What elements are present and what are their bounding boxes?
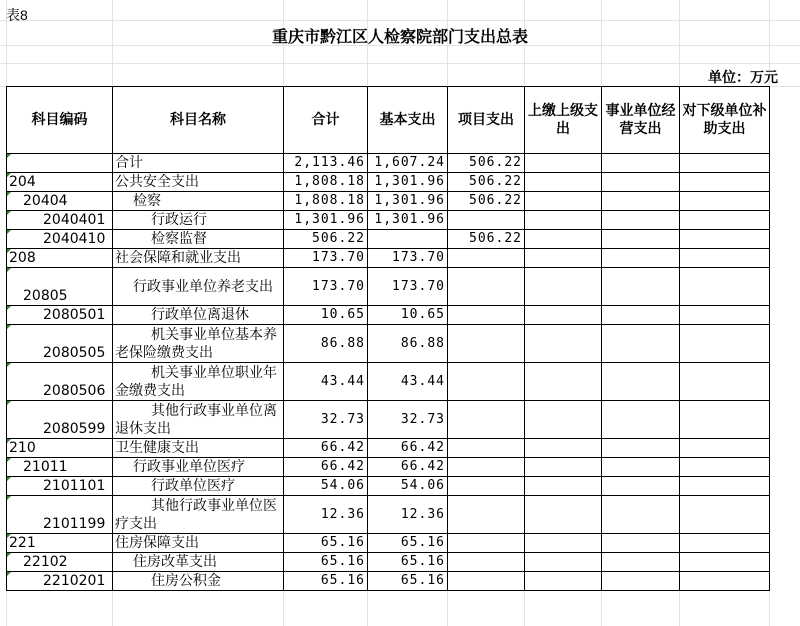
cell-code[interactable]: 2080501 <box>7 306 113 325</box>
table-row <box>7 363 770 401</box>
cell-code[interactable] <box>7 154 113 173</box>
cell-empty[interactable] <box>680 154 770 173</box>
cell-empty[interactable] <box>525 211 602 230</box>
table-row <box>7 458 770 477</box>
cell-empty[interactable] <box>680 230 770 249</box>
table-row <box>7 534 770 553</box>
cell-basic[interactable]: 66.42 <box>368 439 448 458</box>
cell-empty[interactable] <box>525 268 602 306</box>
cell-total[interactable]: 65.16 <box>284 553 368 572</box>
cell-project[interactable]: 506.22 <box>448 230 525 249</box>
header-cell-business[interactable]: 事业单位经营支出 <box>602 87 680 154</box>
cell-empty[interactable] <box>680 173 770 192</box>
table-row <box>7 553 770 572</box>
cell-empty[interactable] <box>680 458 770 477</box>
header-row <box>7 87 770 154</box>
cell-name[interactable]: 行政运行 <box>113 211 284 230</box>
cell-code[interactable]: 2040401 <box>7 211 113 230</box>
cell-project[interactable]: 506.22 <box>448 154 525 173</box>
cell-name[interactable]: 社会保障和就业支出 <box>113 249 284 268</box>
cell-name[interactable]: 机关事业单位职业年金缴费支出 <box>113 363 284 401</box>
cell-empty[interactable] <box>525 572 602 591</box>
table-row <box>7 572 770 591</box>
cell-empty[interactable] <box>602 211 680 230</box>
cell-code[interactable]: 208 <box>7 249 113 268</box>
gridline <box>0 20 800 21</box>
cell-name[interactable]: 卫生健康支出 <box>113 439 284 458</box>
cell-code[interactable]: 20404 <box>7 192 113 211</box>
cell-project[interactable] <box>448 211 525 230</box>
cell-empty[interactable] <box>602 496 680 534</box>
cell-empty[interactable] <box>602 192 680 211</box>
header-cell-remit[interactable]: 上缴上级支出 <box>525 87 602 154</box>
cell-empty[interactable] <box>525 458 602 477</box>
cell-code[interactable]: 2101199 <box>7 496 113 534</box>
cell-name[interactable]: 行政单位离退休 <box>113 306 284 325</box>
cell-basic[interactable]: 1,607.24 <box>368 154 448 173</box>
cell-empty[interactable] <box>602 363 680 401</box>
cell-basic[interactable]: 43.44 <box>368 363 448 401</box>
expenditure-table <box>6 86 770 591</box>
table-row <box>7 192 770 211</box>
cell-code[interactable]: 2080506 <box>7 363 113 401</box>
cell-empty[interactable] <box>602 572 680 591</box>
cell-name[interactable]: 其他行政事业单位离退休支出 <box>113 401 284 439</box>
cell-total[interactable]: 1,301.96 <box>284 211 368 230</box>
cell-empty[interactable] <box>525 230 602 249</box>
cell-empty[interactable] <box>680 534 770 553</box>
cell-empty[interactable] <box>525 439 602 458</box>
cell-total[interactable]: 173.70 <box>284 249 368 268</box>
cell-basic[interactable]: 12.36 <box>368 496 448 534</box>
table-row <box>7 439 770 458</box>
cell-name[interactable]: 住房公积金 <box>113 572 284 591</box>
cell-code[interactable]: 2080505 <box>7 325 113 363</box>
cell-code[interactable]: 21011 <box>7 458 113 477</box>
cell-empty[interactable] <box>525 534 602 553</box>
cell-basic[interactable]: 10.65 <box>368 306 448 325</box>
cell-total[interactable]: 506.22 <box>284 230 368 249</box>
gridline <box>0 63 800 64</box>
cell-total[interactable]: 173.70 <box>284 268 368 306</box>
unit-label[interactable]: 单位：万元 <box>708 70 778 86</box>
cell-name[interactable]: 行政单位医疗 <box>113 477 284 496</box>
cell-total[interactable]: 86.88 <box>284 325 368 363</box>
cell-project[interactable] <box>448 458 525 477</box>
cell-project[interactable] <box>448 439 525 458</box>
cell-empty[interactable] <box>602 401 680 439</box>
cell-code[interactable]: 221 <box>7 534 113 553</box>
cell-name[interactable]: 公共安全支出 <box>113 173 284 192</box>
cell-project[interactable]: 506.22 <box>448 192 525 211</box>
cell-basic[interactable]: 86.88 <box>368 325 448 363</box>
header-cell-total[interactable]: 合计 <box>284 87 368 154</box>
cell-total[interactable]: 65.16 <box>284 534 368 553</box>
cell-name[interactable]: 检察监督 <box>113 230 284 249</box>
cell-empty[interactable] <box>602 230 680 249</box>
table-row <box>7 268 770 306</box>
sheet-label[interactable]: 表8 <box>6 7 28 23</box>
cell-name[interactable]: 行政事业单位养老支出 <box>113 268 284 306</box>
cell-total[interactable]: 1,808.18 <box>284 192 368 211</box>
cell-total[interactable]: 2,113.46 <box>284 154 368 173</box>
cell-total[interactable]: 43.44 <box>284 363 368 401</box>
cell-empty[interactable] <box>602 553 680 572</box>
cell-project[interactable] <box>448 401 525 439</box>
cell-empty[interactable] <box>525 192 602 211</box>
cell-project[interactable] <box>448 268 525 306</box>
table-row <box>7 230 770 249</box>
cell-total[interactable]: 1,808.18 <box>284 173 368 192</box>
cell-project[interactable] <box>448 477 525 496</box>
cell-total[interactable]: 65.16 <box>284 572 368 591</box>
cell-code[interactable]: 2040410 <box>7 230 113 249</box>
cell-project[interactable]: 506.22 <box>448 173 525 192</box>
cell-empty[interactable] <box>525 306 602 325</box>
cell-empty[interactable] <box>602 173 680 192</box>
cell-total[interactable]: 54.06 <box>284 477 368 496</box>
cell-empty[interactable] <box>525 363 602 401</box>
cell-empty[interactable] <box>602 534 680 553</box>
cell-project[interactable] <box>448 553 525 572</box>
cell-empty[interactable] <box>602 154 680 173</box>
cell-basic[interactable]: 66.42 <box>368 458 448 477</box>
cell-empty[interactable] <box>525 173 602 192</box>
cell-total[interactable]: 32.73 <box>284 401 368 439</box>
cell-empty[interactable] <box>680 211 770 230</box>
table-row <box>7 496 770 534</box>
cell-empty[interactable] <box>680 553 770 572</box>
cell-empty[interactable] <box>525 553 602 572</box>
cell-project[interactable] <box>448 325 525 363</box>
cell-total[interactable]: 12.36 <box>284 496 368 534</box>
cell-empty[interactable] <box>680 268 770 306</box>
cell-basic[interactable]: 65.16 <box>368 534 448 553</box>
cell-total[interactable]: 10.65 <box>284 306 368 325</box>
cell-code[interactable]: 204 <box>7 173 113 192</box>
cell-name[interactable]: 合计 <box>113 154 284 173</box>
cell-empty[interactable] <box>680 192 770 211</box>
cell-empty[interactable] <box>602 249 680 268</box>
cell-empty[interactable] <box>525 477 602 496</box>
cell-empty[interactable] <box>602 325 680 363</box>
cell-empty[interactable] <box>602 439 680 458</box>
cell-code[interactable]: 210 <box>7 439 113 458</box>
cell-basic[interactable]: 32.73 <box>368 401 448 439</box>
table-row <box>7 325 770 363</box>
table-row <box>7 306 770 325</box>
cell-project[interactable] <box>448 363 525 401</box>
cell-empty[interactable] <box>602 306 680 325</box>
cell-empty[interactable] <box>525 496 602 534</box>
cell-name[interactable]: 住房保障支出 <box>113 534 284 553</box>
cell-project[interactable] <box>448 249 525 268</box>
cell-empty[interactable] <box>680 306 770 325</box>
header-cell-code[interactable]: 科目编码 <box>7 87 113 154</box>
cell-empty[interactable] <box>525 401 602 439</box>
header-cell-basic[interactable]: 基本支出 <box>368 87 448 154</box>
table-row <box>7 211 770 230</box>
cell-empty[interactable] <box>680 477 770 496</box>
cell-empty[interactable] <box>525 154 602 173</box>
cell-basic[interactable] <box>368 230 448 249</box>
cell-empty[interactable] <box>602 458 680 477</box>
cell-empty[interactable] <box>602 268 680 306</box>
cell-code[interactable]: 20805 <box>7 268 113 306</box>
cell-project[interactable] <box>448 534 525 553</box>
cell-empty[interactable] <box>525 325 602 363</box>
cell-name[interactable]: 其他行政事业单位医疗支出 <box>113 496 284 534</box>
cell-total[interactable]: 66.42 <box>284 439 368 458</box>
table-row <box>7 401 770 439</box>
cell-basic[interactable]: 173.70 <box>368 268 448 306</box>
cell-name[interactable]: 住房改革支出 <box>113 553 284 572</box>
cell-code[interactable]: 22102 <box>7 553 113 572</box>
cell-empty[interactable] <box>680 439 770 458</box>
cell-basic[interactable]: 1,301.96 <box>368 192 448 211</box>
header-cell-subsidy[interactable]: 对下级单位补助支出 <box>680 87 770 154</box>
cell-basic[interactable]: 65.16 <box>368 572 448 591</box>
cell-name[interactable]: 检察 <box>113 192 284 211</box>
cell-basic[interactable]: 173.70 <box>368 249 448 268</box>
cell-empty[interactable] <box>680 325 770 363</box>
cell-name[interactable]: 行政事业单位医疗 <box>113 458 284 477</box>
cell-project[interactable] <box>448 572 525 591</box>
cell-code[interactable]: 2101101 <box>7 477 113 496</box>
cell-basic[interactable]: 1,301.96 <box>368 173 448 192</box>
table-row <box>7 249 770 268</box>
cell-empty[interactable] <box>680 363 770 401</box>
cell-basic[interactable]: 65.16 <box>368 553 448 572</box>
cell-basic[interactable]: 1,301.96 <box>368 211 448 230</box>
table-row <box>7 154 770 173</box>
table-row <box>7 173 770 192</box>
cell-empty[interactable] <box>525 249 602 268</box>
table-row <box>7 477 770 496</box>
cell-empty[interactable] <box>680 572 770 591</box>
cell-empty[interactable] <box>680 249 770 268</box>
cell-code[interactable]: 2080599 <box>7 401 113 439</box>
cell-project[interactable] <box>448 496 525 534</box>
header-cell-name[interactable]: 科目名称 <box>113 87 284 154</box>
cell-empty[interactable] <box>680 496 770 534</box>
cell-project[interactable] <box>448 306 525 325</box>
cell-empty[interactable] <box>680 401 770 439</box>
header-cell-project[interactable]: 项目支出 <box>448 87 525 154</box>
cell-name[interactable]: 机关事业单位基本养老保险缴费支出 <box>113 325 284 363</box>
cell-code[interactable]: 2210201 <box>7 572 113 591</box>
cell-empty[interactable] <box>602 477 680 496</box>
report-title[interactable]: 重庆市黔江区人检察院部门支出总表 <box>271 27 528 46</box>
cell-total[interactable]: 66.42 <box>284 458 368 477</box>
cell-basic[interactable]: 54.06 <box>368 477 448 496</box>
